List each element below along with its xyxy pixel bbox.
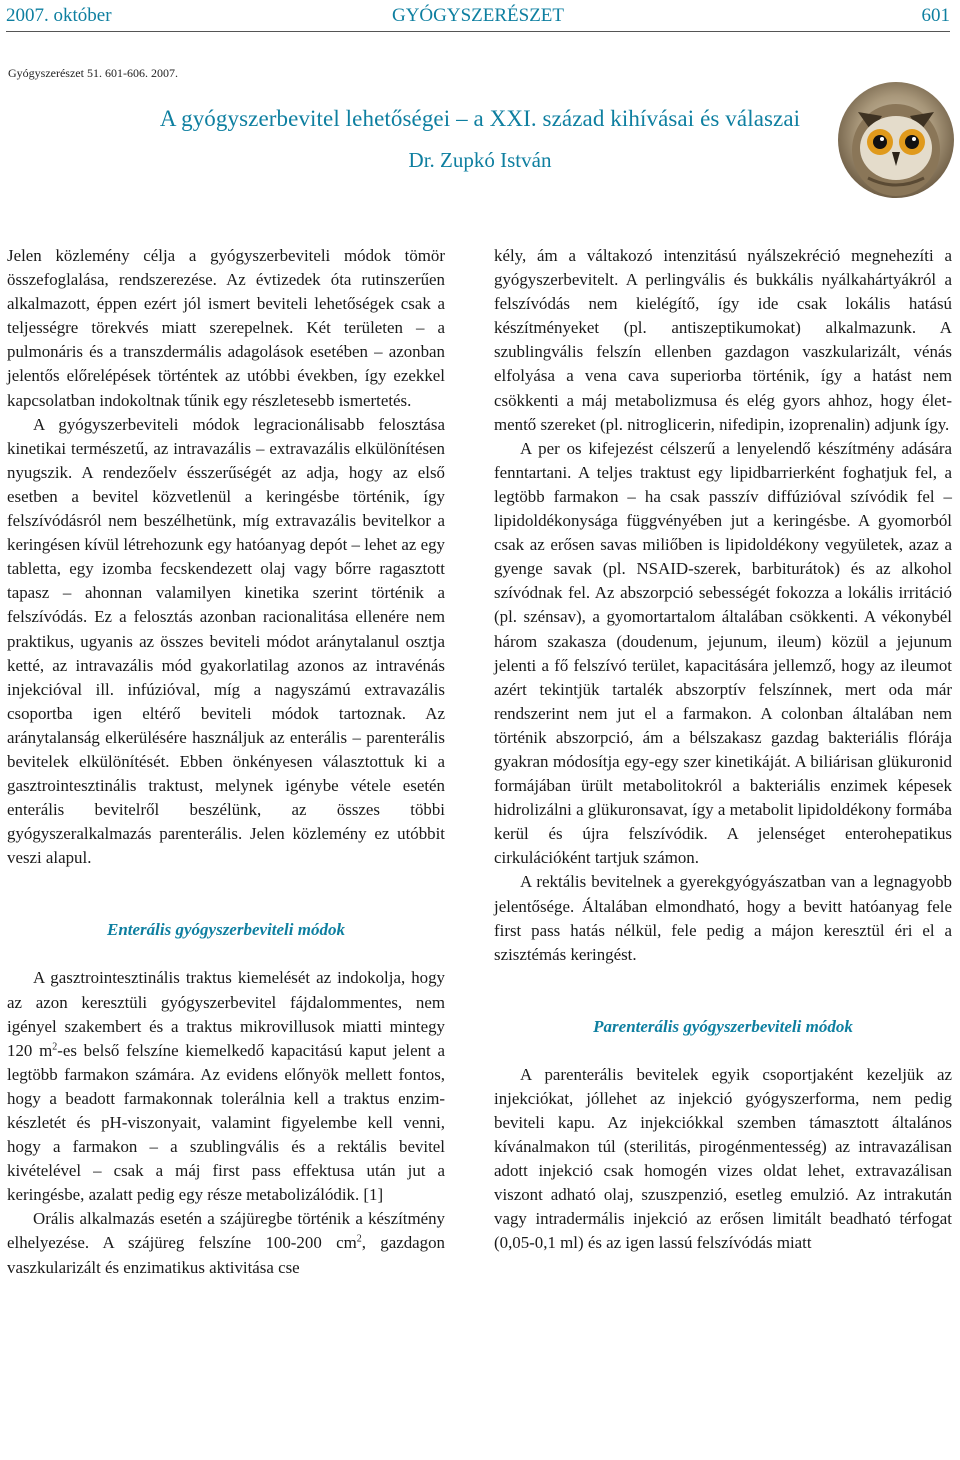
article-author: Dr. Zupkó István <box>408 148 552 172</box>
paragraph: A gasztrointesztinális traktus kiemelését az indokolja, hogy az azon keresztüli gyógyszerbevitel fájdalommentes, nem igényel szakembert és a traktus mikrovillusok miatti mintegy 120 $m^2-es$ belső felszíne kiemelkedő kapacitású kaput jelent a legtöbb farmakon számára. Az evidens előnyök mellett fontos, hogy a beadott farmakonnak tolerálnia kell a traktus enzimkészletét és pH-viszonyait, valamint figyelembe kell venni, hogy a farmakon – a szublingvális és a rektális bevitel kivételével – csak a máj first pass effektusa után jut a keringésbe, azalatt pedig egy része metabolizálódik. [1] <box>7 968 445 1205</box>
section-heading-enteral: Enterális gyógyszerbeviteli módok <box>107 920 345 940</box>
header-date: 2007. október <box>6 5 112 26</box>
header-journal: GYÓGYSZERÉSZET <box>391 5 565 26</box>
left-column <box>7 244 445 1280</box>
paragraph: Orális alkalmazás esetén a szájüregbe történik a készítmény elhelyezése. A szájüreg felszíne 100-200 $cm^2$, gazdagon vaszkularizált és enzimatikus aktivitása cse <box>7 1209 445 1277</box>
paragraph: Jelen közlemény célja a gyógyszerbeviteli módok tömör összefoglalása, rendszerezése. Az évtizedek óta rutinszerűen alkalmazott, éppen ezért jól ismert beviteli lehetőségek csak a teljességre törekvés miatt szerepelnek. Két területen – a pulmonáris és a transzdermális adagolások esetében – azonban jelentős előrelépések történtek az utóbbi években, így ezekkel kapcsolatban indokoltnak tűnik egy részletesebb ismertetés. <box>7 246 445 410</box>
right-column <box>494 244 952 1256</box>
owl-icon <box>838 82 954 198</box>
section-heading-parenteral: Parenterális gyógyszerbeviteli módok <box>593 1016 853 1036</box>
paragraph: A per os kifejezést célszerű a lenyelendő készítmény adására fenntartani. A teljes traktust egy lipidbarrierként foghatjuk fel, a legtöbb farmakon – ha csak passzív diffúzióval szívódik fel – lipidoldékonysága függvényében jut a keringésbe. A gyomorból csak az erősen savas miliőben is lipidoldékony vegyületek, azaz a gyenge savak (pl. NSAID-szerek, barbiturátok) és az alkohol szívódnak fel. Az abszorpció sebességét fokozza a lokális irritáció (pl. szénsav), a gyomortartalom általában csökkenti. A vékonybél három szakasza (doudenum, jejunum, ileum) közül a jejunum jelenti a fő felszívó terület, kapacitására jellemző, hogy az ileumot azért tekintjük tartalék abszorptív felszínnek, mert oda már rendszerint nem jut el a farmakon. A colonban általában nem történik abszorpció, ám a bélszakasz gazdag bakteriális flórája gyakran módosítja egy-egy szer kinetikáját. A biliárisan glükuronid formájában ürült metabolitokról a bakteriális enzimek képesek hidrolizálni a glükuronsavat, így a metabolit lipidoldékony formába kerül és újra felszívódik. A jelenséget enterohepatikus cirkulációként tartjuk számon. <box>494 438 952 868</box>
paragraph: A parenterális bevitelek egyik csoportjaként kezeljük az injekciókat, jóllehet az injekció gyógyszerforma, nem pedig beviteli kapu. Az injekciókkal szemben támasztott általános kívánalmakon túl (sterilitás, pirogénmentesség) az intravazálisan adott injekció csak homogén vizes oldat lehet, extravazálisan viszont adható olaj, szuszpenzió, esetleg emulzió. Az intrakután vagy intradermális injekció az erősen limitált beadható térfogat (0,05-0,1 ml) és az igen lassú felszívódás miatt <box>494 1064 952 1253</box>
paragraph: A rektális bevitelnek a gyerekgyógyászatban van a legnagyobb jelentősége. Általában elmondható, hogy a bevitt hatóanyag fele first pass hatás nélkül, fele pedig a májon keresztül éri el a szisztémás keringést. <box>494 872 952 964</box>
running-head <box>6 3 950 32</box>
owl-image <box>838 82 954 198</box>
paragraph: kély, ám a váltakozó intenzitású nyálszekréció megnehezíti a gyógyszerbevitelt. A perlingvális és bukkális nyálkahártyákról a felszívódás nem kielégítő, így ide csak lokális hatású készítményeket (pl. antiszeptikumokat) alkalmazunk. A szublingvális felszín ellenben gazdagon vaszkularizált, vénás elfolyása a vena cava superiorba történik, így a hatást nem csökkenti a máj metabolizmusa és elég gyors ahhoz, hogy életmentő szereket (pl. nitroglicerin, nifedipin, izoprenalin) adjunk így. <box>494 246 952 434</box>
article-title: A gyógyszerbevitel lehetőségei – a XXI. század kihívásai és válaszai <box>159 106 801 131</box>
header-page-number: 601 <box>921 5 950 26</box>
paragraph: A gyógyszerbeviteli módok legracionálisabb felosztása kinetikai természetű, az intravazális – extravazális elkülönítésen nyugszik. A rendezőelv ésszerűségét az adja, hogy az első esetben a bevitel közvetlenül a keringésbe történik, így felszívódásról nem beszélhetünk, míg extravazális bevitelkor a keringésen kívül létrehozunk egy hatóanyag depót – lehet az egy tabletta, egy izomba fecskendezett olaj vagy bőrre ragasztott tapasz – ahonnan valamilyen kinetika szerint történik a felszívódás. Ez a felosztás azonban racionalitása ellenére nem praktikus, ugyanis az összes beviteli módot aránytalanul osztja ketté, az intravazális mód gyakorlatilag azonos az intravénás injekcióval ill. infúzióval, míg a nagyszámú extravazális csoportba igen eltérő beviteli módok tartoznak. Az aránytalanság elkerülésére használjuk az enterális – parenterális bevitelek elkülönítését. Ebben önkényesen választottuk ki a gasztrointesztinális traktust, melynek igénybe vétele esetén enterális bevitelről beszélünk, az összes többi gyógyszeralkalmazás parenterális. Jelen közlemény ez utóbbit veszi alapul. <box>7 414 445 868</box>
citation: Gyógyszerészet 51. 601-606. 2007. <box>8 66 178 80</box>
